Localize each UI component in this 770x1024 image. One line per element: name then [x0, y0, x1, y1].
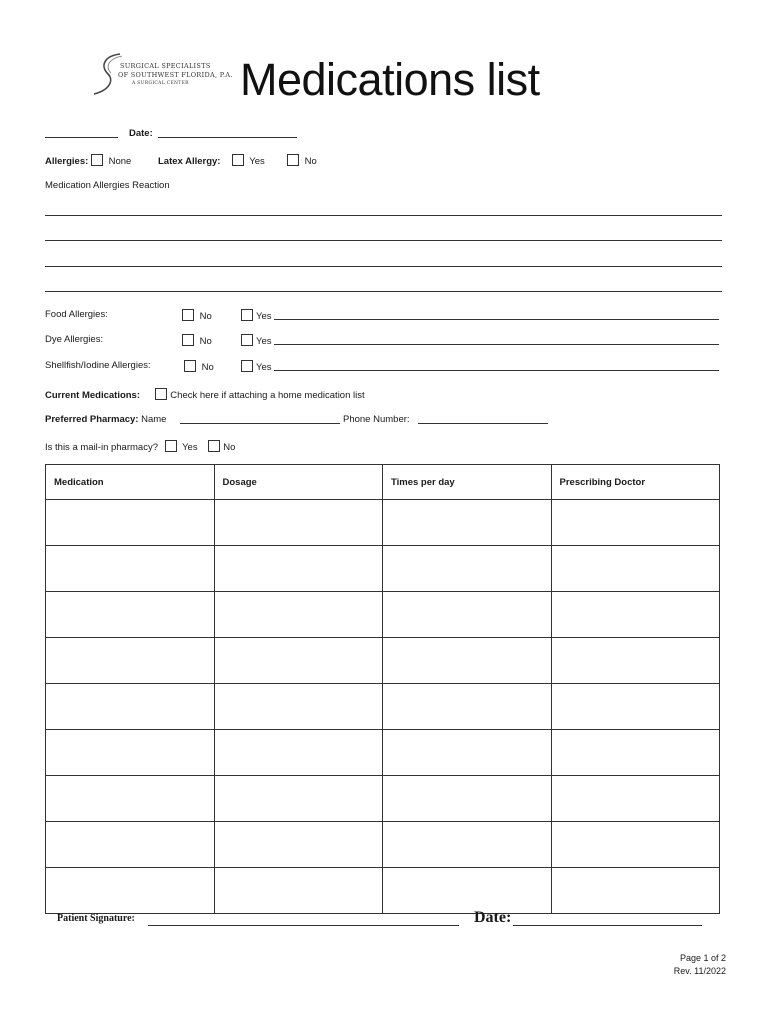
food-yes-option: [241, 309, 272, 322]
date-label: Date:: [129, 128, 153, 139]
attach-home-list-checkbox[interactable]: [155, 388, 167, 400]
name-line[interactable]: [45, 137, 118, 138]
latex-no-label: No: [304, 156, 317, 167]
dye-yes-checkbox[interactable]: [241, 334, 253, 346]
latex-allergy-label: Latex Allergy:: [158, 156, 221, 167]
table-cell[interactable]: [383, 684, 552, 730]
table-cell[interactable]: [383, 638, 552, 684]
table-cell[interactable]: [46, 868, 215, 914]
table-cell[interactable]: [46, 730, 215, 776]
food-yes-label: Yes: [256, 311, 272, 322]
table-cell[interactable]: [383, 730, 552, 776]
table-header-row: [46, 465, 720, 500]
shellfish-allergies-line[interactable]: [274, 370, 719, 371]
table-cell[interactable]: [214, 500, 383, 546]
allergies-none-label: None: [108, 156, 132, 167]
patient-signature-label: Patient Signature:: [57, 913, 135, 924]
current-medications-row: [45, 388, 365, 401]
table-cell[interactable]: [46, 592, 215, 638]
shellfish-allergies-label: Shellfish/Iodine Allergies:: [45, 360, 151, 371]
food-no-option: [182, 309, 212, 322]
attach-home-list-label: Check here if attaching a home medication list: [170, 390, 365, 401]
table-cell[interactable]: [46, 638, 215, 684]
latex-yes-checkbox[interactable]: [232, 154, 244, 166]
patient-signature-line[interactable]: [148, 925, 459, 926]
table-cell[interactable]: [383, 546, 552, 592]
table-cell[interactable]: [551, 592, 720, 638]
shellfish-yes-label: Yes: [256, 362, 272, 373]
shellfish-no-option: [184, 360, 214, 373]
column-header-prescribing-doctor: Prescribing Doctor: [551, 465, 720, 500]
table-row: [46, 730, 720, 776]
shellfish-no-checkbox[interactable]: [184, 360, 196, 372]
table-cell[interactable]: [214, 776, 383, 822]
dye-allergies-line[interactable]: [274, 344, 719, 345]
table-cell[interactable]: [551, 776, 720, 822]
column-header-dosage: Dosage: [214, 465, 383, 500]
table-cell[interactable]: [551, 500, 720, 546]
table-cell[interactable]: [214, 822, 383, 868]
table-cell[interactable]: [383, 776, 552, 822]
table-row: [46, 822, 720, 868]
dye-no-checkbox[interactable]: [182, 334, 194, 346]
medication-allergy-line[interactable]: [45, 266, 722, 267]
table-row: [46, 776, 720, 822]
page-footer: [674, 952, 726, 978]
mail-in-question: Is this a mail-in pharmacy?: [45, 442, 158, 453]
table-cell[interactable]: [214, 684, 383, 730]
table-cell[interactable]: [46, 776, 215, 822]
table-cell[interactable]: [551, 730, 720, 776]
mail-in-row: [45, 440, 235, 453]
pharmacy-row: [45, 414, 166, 425]
table-cell[interactable]: [383, 592, 552, 638]
table-row: [46, 868, 720, 914]
mail-in-no-checkbox[interactable]: [208, 440, 220, 452]
dye-no-option: [182, 334, 212, 347]
allergies-label: Allergies:: [45, 156, 89, 167]
food-allergies-label: Food Allergies:: [45, 309, 108, 320]
table-cell[interactable]: [383, 500, 552, 546]
signature-date-line[interactable]: [513, 925, 702, 926]
food-allergies-line[interactable]: [274, 319, 719, 320]
table-row: [46, 592, 720, 638]
table-cell[interactable]: [214, 730, 383, 776]
table-cell[interactable]: [214, 868, 383, 914]
revision-date: Rev. 11/2022: [673, 966, 726, 976]
shellfish-yes-option: [241, 360, 272, 373]
table-row: [46, 546, 720, 592]
pharmacy-name-label: Name: [141, 414, 167, 425]
mail-in-yes-checkbox[interactable]: [165, 440, 177, 452]
logo-line-2: OF SOUTHWEST FLORIDA, P.A.: [118, 71, 233, 79]
table-cell[interactable]: [46, 500, 215, 546]
pharmacy-name-line[interactable]: [180, 423, 340, 424]
dye-yes-label: Yes: [256, 336, 272, 347]
table-cell[interactable]: [551, 868, 720, 914]
dye-allergies-label: Dye Allergies:: [45, 334, 104, 345]
mail-in-yes-label: Yes: [182, 442, 198, 453]
table-row: [46, 500, 720, 546]
dye-yes-option: [241, 334, 272, 347]
latex-allergy-row: [158, 154, 265, 167]
medication-allergy-line[interactable]: [45, 240, 722, 241]
table-cell[interactable]: [551, 822, 720, 868]
current-medications-label: Current Medications:: [45, 390, 141, 401]
table-cell[interactable]: [214, 546, 383, 592]
table-cell[interactable]: [46, 546, 215, 592]
medications-table: [45, 464, 720, 914]
practice-logo: [90, 52, 233, 98]
mail-in-no-label: No: [223, 442, 236, 453]
table-cell[interactable]: [551, 546, 720, 592]
page-number: Page 1 of 2: [679, 953, 726, 963]
food-no-label: No: [199, 311, 212, 322]
table-cell[interactable]: [551, 638, 720, 684]
food-no-checkbox[interactable]: [182, 309, 194, 321]
signature-date-label: Date:: [474, 909, 512, 926]
pharmacy-phone-line[interactable]: [418, 423, 548, 424]
medication-allergy-line[interactable]: [45, 291, 722, 292]
page-title: Medications list: [240, 54, 540, 105]
allergies-none-checkbox[interactable]: [91, 154, 103, 166]
column-header-medication: Medication: [46, 465, 215, 500]
table-row: [46, 684, 720, 730]
table-cell[interactable]: [551, 684, 720, 730]
latex-yes-label: Yes: [249, 156, 265, 167]
column-header-times-per-day: Times per day: [383, 465, 552, 500]
table-cell[interactable]: [383, 868, 552, 914]
preferred-pharmacy-label: Preferred Pharmacy:: [45, 414, 139, 425]
pharmacy-phone-label: Phone Number:: [343, 414, 410, 425]
table-cell[interactable]: [214, 638, 383, 684]
shellfish-yes-checkbox[interactable]: [241, 360, 253, 372]
food-yes-checkbox[interactable]: [241, 309, 253, 321]
table-cell[interactable]: [46, 822, 215, 868]
date-line[interactable]: [158, 137, 297, 138]
table-cell[interactable]: [383, 822, 552, 868]
allergies-row: [45, 154, 131, 167]
medication-allergy-line[interactable]: [45, 215, 722, 216]
logo-line-3: A SURGICAL CENTER: [132, 81, 189, 86]
shellfish-no-label: No: [201, 362, 214, 373]
latex-no-checkbox[interactable]: [287, 154, 299, 166]
logo-line-1: SURGICAL SPECIALISTS: [120, 62, 211, 70]
latex-no-option: [287, 154, 317, 167]
dye-no-label: No: [199, 336, 212, 347]
table-row: [46, 638, 720, 684]
table-cell[interactable]: [214, 592, 383, 638]
medication-allergies-heading: Medication Allergies Reaction: [45, 180, 170, 191]
table-cell[interactable]: [46, 684, 215, 730]
